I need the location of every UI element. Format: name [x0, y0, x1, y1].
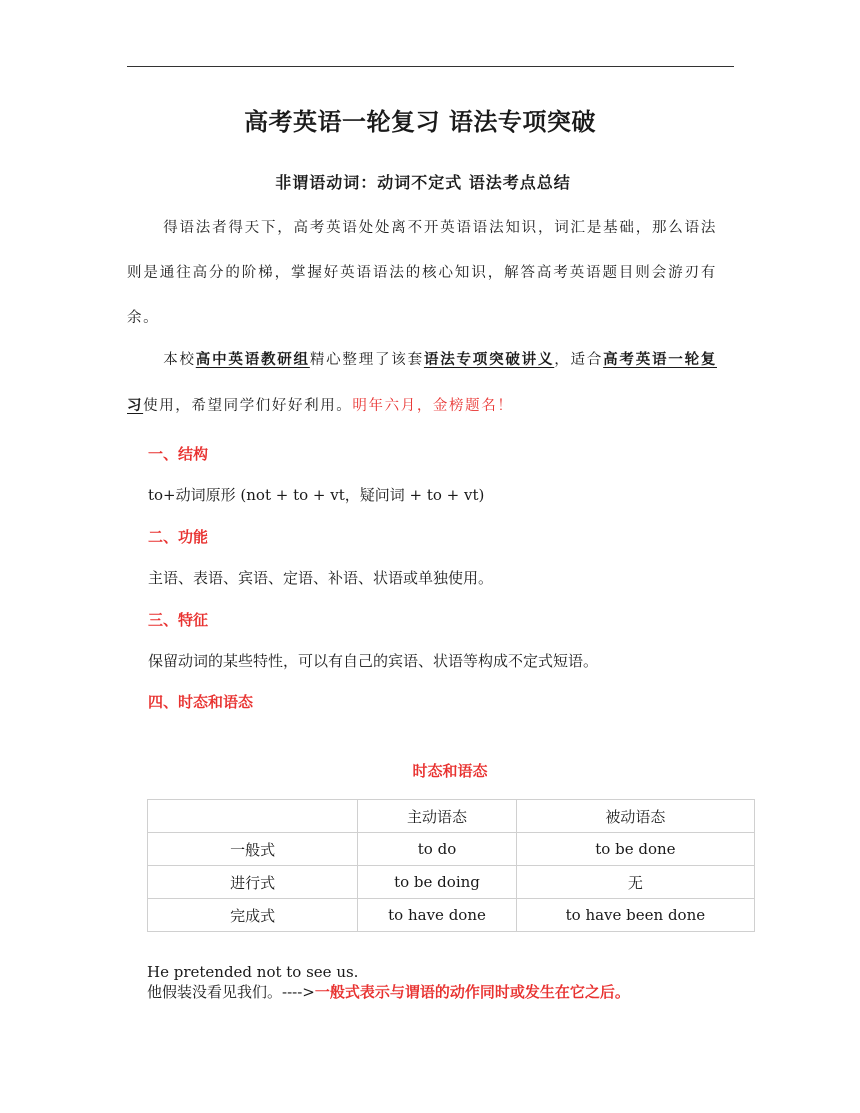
tense-voice-table: [147, 799, 755, 932]
table-cell: to do: [358, 833, 517, 866]
table-cell: to have done: [358, 899, 517, 932]
table-row: [148, 833, 755, 866]
table-cell: to have been done: [516, 899, 754, 932]
table-header-row: [148, 800, 755, 833]
example-block: [147, 962, 630, 1002]
example-note: 一般式表示与谓语的动作同时或发生在它之后。: [314, 983, 630, 1001]
promo-underline-1: 高中英语教研组: [195, 351, 310, 368]
intro-paragraph: [127, 206, 717, 341]
section-body-structure: to+动词原形 (not + to + vt，疑问词 + to + vt): [148, 486, 485, 504]
section-heading-feature: 三、特征: [148, 611, 209, 629]
promo-text-3: ，适合: [554, 352, 604, 368]
section-heading-function: 二、功能: [148, 528, 209, 546]
table-caption: 时态和语态: [412, 762, 488, 780]
table-header-cell: 主动语态: [358, 800, 517, 833]
section-heading-tense-voice: 四、时态和语态: [148, 693, 254, 711]
promo-underline-3: 高考英语一轮复习: [127, 351, 717, 414]
table-cell: to be done: [516, 833, 754, 866]
table-cell: 无: [516, 866, 754, 899]
promo-text-4: 使用，希望同学们好好利用。: [143, 398, 353, 414]
promo-paragraph: [127, 337, 717, 429]
example-chinese: 他假装没看见我们。---->: [147, 983, 315, 1001]
example-english: He pretended not to see us.: [147, 963, 359, 981]
table-header-cell: 被动语态: [516, 800, 754, 833]
table-cell: 进行式: [148, 866, 358, 899]
table-cell: 完成式: [148, 899, 358, 932]
table-cell: to be doing: [358, 866, 517, 899]
table-cell: 一般式: [148, 833, 358, 866]
promo-text-2: 精心整理了该套: [309, 352, 424, 368]
table-row: [148, 866, 755, 899]
intro-text: 得语法者得天下，高考英语处处离不开英语语法知识，词汇是基础，那么语法则是通往高分的阶梯，掌握好英语语法的核心知识，解答高考英语题目则会游刃有余。: [127, 220, 717, 326]
promo-red-slogan: 明年六月，金榜题名！: [352, 398, 514, 414]
header-rule: [127, 66, 734, 67]
page-subtitle: 非谓语动词：动词不定式 语法考点总结: [275, 173, 571, 192]
example-chinese-line: [147, 982, 630, 1002]
section-body-feature: 保留动词的某些特性，可以有自己的宾语、状语等构成不定式短语。: [148, 652, 599, 670]
promo-text-1: 本校: [163, 352, 196, 368]
page-title: 高考英语一轮复习 语法专项突破: [244, 107, 596, 136]
table-row: [148, 899, 755, 932]
table-header-cell: [148, 800, 358, 833]
section-body-function: 主语、表语、宾语、定语、补语、状语或单独使用。: [148, 569, 494, 587]
section-heading-structure: 一、结构: [148, 445, 209, 463]
promo-underline-2: 语法专项突破讲义: [423, 351, 555, 368]
